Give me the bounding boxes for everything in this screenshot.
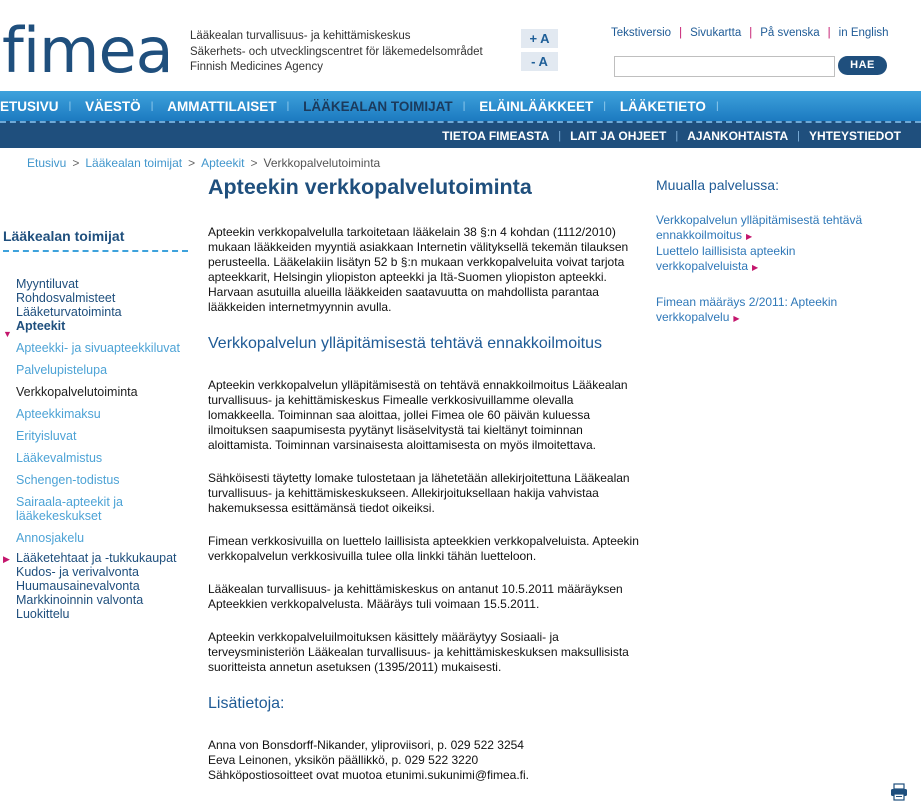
agency-name-sv: Säkerhets- och utvecklingscentret för läkemedelsområdet [190, 45, 483, 58]
nav-separator: | [68, 100, 72, 112]
left-nav-item-label: Sairaala-apteekit ja lääkekeskukset [16, 495, 124, 523]
left-nav-item-apteekkimaksu[interactable] [3, 407, 188, 421]
nav-item-ammattilaiset[interactable]: AMMATTILAISET [167, 98, 277, 114]
subnav-item-ajankohtaista[interactable]: AJANKOHTAISTA [687, 128, 789, 143]
font-increase-button[interactable]: + A [521, 29, 558, 48]
left-nav-item-label: Erityisluvat [16, 429, 77, 443]
fimea-logo[interactable] [2, 10, 182, 80]
more-info-heading: Lisätietoja: [208, 695, 285, 712]
nav-separator: | [150, 100, 154, 112]
left-nav-item-verkkopalvelutoiminta[interactable] [3, 385, 188, 399]
left-nav-item-luokittelu[interactable] [3, 607, 188, 621]
contact-line: Sähköpostiosoitteet ovat muotoa etunimi.sukunimi@fimea.fi. [208, 768, 530, 782]
left-nav-item-label: Apteekki- ja sivuapteekkiluvat [16, 341, 180, 355]
fimea-logo-graphic [2, 10, 182, 80]
body-paragraph: Apteekin verkkopalveluilmoituksen käsittely määräytyy Sosiaali- ja terveysministeriön Lääkealan turvallisuus- ja kehittämiskeskuksen maksullisista suoritteista annetun asetuksen (1395/2011) mukaisesti. [208, 630, 629, 674]
left-nav-item-laaketehtaat[interactable] [3, 551, 188, 565]
breadcrumb [27, 156, 380, 170]
left-nav-item-label: Lääketurvatoiminta [16, 305, 122, 319]
body-paragraph: Lääkealan turvallisuus- ja kehittämiskeskus on antanut 10.5.2011 määräyksen Apteekkien verkkopalvelusta. Määräys tuli voimaan 15.5.2011. [208, 582, 623, 611]
left-nav-item-apteekit[interactable] [3, 319, 188, 339]
left-nav-item-label: Markkinoinnin valvonta [16, 593, 144, 607]
body-paragraph: Apteekin verkkopalvelun ylläpitämisestä on tehtävä ennakkoilmoitus Lääkealan turvallisuus- ja kehittämiskeskus Fimealle verkkosivuillamme olevalla lomakkeella. Toiminnan saa aloittaa, jollei Fimea ole 60 päivän kuluessa ilmoituksen saapumisesta pyytänyt lisäselvitystä tai kieltänyt toiminnan aloittamista. Toiminnan varsinaisesta aloittamisesta on myös ilmoitettava. [208, 378, 628, 452]
separator: | [679, 27, 683, 39]
left-nav-item-label: Lääkevalmistus [16, 451, 103, 465]
main-nav [0, 91, 921, 121]
right-link-label: Verkkopalvelun ylläpitämisestä tehtävä ennakkoilmoitus [656, 213, 863, 242]
left-nav-item-laaketurvatoiminta[interactable] [3, 305, 188, 319]
agency-name-block [190, 29, 483, 76]
nav-item-laakealan-toimijat[interactable]: LÄÄKEALAN TOIMIJAT [303, 98, 453, 114]
subnav-item-yhteystiedot[interactable]: YHTEYSTIEDOT [808, 128, 901, 143]
triangle-right-icon: ▶ [746, 232, 753, 241]
nav-item-laaketieto[interactable]: LÄÄKETIETO [619, 98, 706, 114]
body-paragraph: Sähköisesti täytetty lomake tulostetaan ja lähetetään allekirjoitettuna Lääkealan turvallisuus- ja kehittämiskeskukseen. Allekirjoituksellaan hakija vahvistaa hakemuksessa esittämänsä tiedot oikeiksi. [208, 471, 630, 515]
logo-wordmark: fimea [2, 14, 173, 80]
nav-item-elainlaakkeet[interactable]: ELÄINLÄÄKKEET [479, 98, 594, 114]
left-nav-item-kudos-ja-verivalvonta[interactable] [3, 565, 188, 579]
subnav-separator: | [675, 129, 679, 142]
left-nav-item-apteekki-ja-sivuapteekkiluvat[interactable] [3, 341, 188, 355]
nav-separator: | [603, 100, 606, 112]
left-nav-item-sairaala-apteekit[interactable] [3, 495, 188, 523]
nav-separator: | [462, 100, 466, 112]
left-nav-item-label: Annosjakelu [16, 531, 85, 545]
breadcrumb-etusivu[interactable]: Etusivu [27, 156, 67, 170]
agency-name-fi: Lääkealan turvallisuus- ja kehittämiskeskus [190, 30, 411, 42]
nav-separator: | [715, 100, 719, 112]
main-content [208, 175, 640, 783]
right-link-maarays[interactable] [656, 295, 886, 326]
font-size-controls [521, 29, 558, 75]
nav-item-vaesto[interactable]: VÄESTÖ [85, 98, 141, 114]
separator: | [749, 27, 753, 39]
left-nav-item-label: Kudos- ja verivalvonta [16, 565, 139, 579]
subnav-item-tietoa-fimeasta[interactable]: TIETOA FIMEASTA [442, 128, 550, 143]
left-nav-item-label: Verkkopalvelutoiminta [16, 385, 138, 399]
text-version-link[interactable]: Tekstiversio [611, 27, 672, 39]
left-nav-item-label: Huumausainevalvonta [16, 579, 140, 593]
contact-line: Anna von Bonsdorff-Nikander, yliproviisori, p. 029 522 3254 [208, 738, 524, 752]
left-nav-item-label: Luokittelu [16, 607, 70, 621]
triangle-right-icon: ▶ [733, 314, 740, 323]
page-title: Apteekin verkkopalvelutoiminta [208, 175, 532, 199]
breadcrumb-apteekit[interactable]: Apteekit [201, 156, 245, 170]
left-nav-item-label: Rohdosvalmisteet [16, 291, 116, 305]
left-nav-item-label: Apteekit [16, 319, 66, 333]
contact-line: Eeva Leinonen, yksikön päällikkö, p. 029 522 3220 [208, 753, 479, 767]
breadcrumb-current: Verkkopalvelutoiminta [263, 156, 381, 170]
right-link-label: Luettelo laillisista apteekin verkkopalveluista [656, 244, 796, 273]
triangle-right-icon: ▶ [3, 554, 10, 564]
breadcrumb-separator: > [188, 156, 196, 170]
print-icon-graphic [890, 783, 908, 801]
left-nav-item-myyntiluvat[interactable] [3, 277, 188, 291]
right-column [656, 177, 886, 326]
left-nav-list [3, 277, 188, 621]
swedish-link[interactable]: På svenska [760, 27, 820, 39]
left-nav-item-annosjakelu[interactable] [3, 531, 188, 545]
font-decrease-button[interactable]: - A [521, 52, 558, 71]
left-nav-item-rohdosvalmisteet[interactable] [3, 291, 188, 305]
sub-nav [0, 121, 921, 148]
subnav-item-lait-ja-ohjeet[interactable]: LAIT JA OHJEET [570, 128, 667, 143]
section-heading: Verkkopalvelun ylläpitämisestä tehtävä ennakkoilmoitus [208, 335, 602, 352]
left-nav [3, 228, 188, 621]
left-nav-item-schengen-todistus[interactable] [3, 473, 188, 487]
left-nav-item-palvelupistelupa[interactable] [3, 363, 188, 377]
breadcrumb-laakealan-toimijat[interactable]: Lääkealan toimijat [85, 156, 183, 170]
sitemap-link[interactable]: Sivukartta [690, 27, 742, 39]
subnav-separator: | [797, 129, 800, 142]
subnav-separator: | [558, 129, 562, 142]
nav-separator: | [286, 100, 290, 112]
print-icon[interactable] [890, 783, 908, 801]
nav-item-etusivu[interactable]: ETUSIVU [0, 98, 59, 114]
right-column-title: Muualla palvelussa: [656, 177, 779, 193]
search-button[interactable]: HAE [838, 56, 887, 75]
search-input[interactable] [614, 56, 835, 77]
breadcrumb-separator: > [250, 156, 258, 170]
intro-paragraph: Apteekin verkkopalvelulla tarkoitetaan lääkelain 38 §:n 4 kohdan (1112/2010) mukaan lääkkeiden myyntiä asiakkaan Internetin välityksellä tekemän tilauksen perusteella. Lääkelakiin lisätyn 52 b §:n mukaan verkkopalveluita voivat tarjota apteekkarit, Helsingin yliopiston apteekki ja Itä-Suomen yliopiston apteekki. Harvaan asutuilla alueilla lääkkeiden saatavuutta on mahdollista parantaa lääkkeiden internetmyynnin avulla. [208, 225, 629, 314]
left-nav-item-huumausainevalvonta[interactable] [3, 579, 188, 593]
left-nav-item-label: Palvelupistelupa [16, 363, 108, 377]
english-link[interactable]: in English [838, 27, 889, 39]
left-nav-item-erityisluvat[interactable] [3, 429, 188, 443]
left-nav-item-laakevalmistus[interactable] [3, 451, 188, 465]
agency-name-en: Finnish Medicines Agency [190, 61, 323, 73]
left-nav-title: Lääkealan toimijat [3, 228, 188, 252]
triangle-down-icon: ▼ [3, 329, 12, 339]
separator: | [827, 27, 831, 39]
left-nav-item-markkinoinnin-valvonta[interactable] [3, 593, 188, 607]
top-links [611, 27, 889, 39]
right-link-label: Fimean määräys 2/2011: Apteekin verkkopalvelu [656, 295, 838, 324]
right-link-luettelo[interactable] [656, 244, 886, 275]
left-nav-item-label: Lääketehtaat ja -tukkukaupat [16, 551, 177, 565]
breadcrumb-separator: > [72, 156, 80, 170]
triangle-right-icon: ▶ [752, 263, 759, 272]
left-nav-item-label: Apteekkimaksu [16, 407, 101, 421]
left-nav-item-label: Myyntiluvat [16, 277, 79, 291]
body-paragraph: Fimean verkkosivuilla on luettelo laillisista apteekkien verkkopalveluista. Apteekin verkkopalvelun verkkosivuilla tulee olla linkki tähän luetteloon. [208, 534, 639, 563]
left-nav-item-label: Schengen-todistus [16, 473, 120, 487]
right-link-ennakkoilmoitus[interactable] [656, 213, 886, 244]
